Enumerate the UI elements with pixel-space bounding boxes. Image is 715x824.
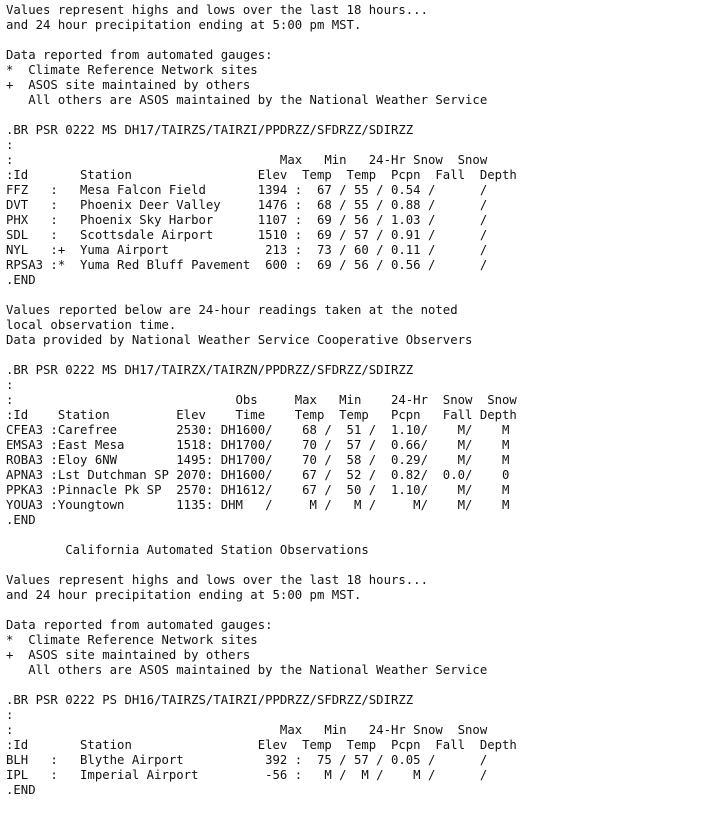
text-line: : [6, 138, 14, 152]
text-line: :Id Station Elev Time Temp Temp Pcpn Fall Depth [6, 408, 517, 422]
text-line: California Automated Station Observations [6, 543, 369, 557]
text-line: Data reported from automated gauges: [6, 48, 273, 62]
text-line: Data provided by National Weather Service Cooperative Observers [6, 333, 473, 347]
text-line [6, 528, 715, 543]
text-line: * Climate Reference Network sites [6, 63, 258, 77]
text-line: YOUA3 :Youngtown 1135: DHM / M / M / M/ M/ M [6, 498, 510, 512]
text-line: : [6, 378, 14, 392]
text-line: :Id Station Elev Temp Temp Pcpn Fall Depth [6, 738, 517, 752]
text-line: Values represent highs and lows over the last 18 hours... [6, 573, 428, 587]
text-line: Values reported below are 24-hour readings taken at the noted [6, 303, 458, 317]
text-line: RPSA3 :* Yuma Red Bluff Pavement 600 : 69 / 56 / 0.56 / / [6, 258, 488, 272]
text-line: * Climate Reference Network sites [6, 633, 258, 647]
text-line: : Obs Max Min 24-Hr Snow Snow [6, 393, 517, 407]
text-line: .BR PSR 0222 PS DH16/TAIRZS/TAIRZI/PPDRZZ/SFDRZZ/SDIRZZ [6, 693, 414, 707]
text-line: SDL : Scottsdale Airport 1510 : 69 / 57 / 0.91 / / [6, 228, 488, 242]
text-line: DVT : Phoenix Deer Valley 1476 : 68 / 55 / 0.88 / / [6, 198, 488, 212]
text-line: All others are ASOS maintained by the National Weather Service [6, 663, 488, 677]
text-line: FFZ : Mesa Falcon Field 1394 : 67 / 55 / 0.54 / / [6, 183, 488, 197]
text-line: .END [6, 273, 36, 287]
text-line [6, 558, 715, 573]
text-line [6, 33, 715, 48]
text-line [6, 348, 715, 363]
text-line: PPKA3 :Pinnacle Pk SP 2570: DH1612/ 67 / 50 / 1.10/ M/ M [6, 483, 510, 497]
text-line [6, 678, 715, 693]
text-line [6, 108, 715, 123]
text-line: EMSA3 :East Mesa 1518: DH1700/ 70 / 57 / 0.66/ M/ M [6, 438, 510, 452]
text-line: PHX : Phoenix Sky Harbor 1107 : 69 / 56 / 1.03 / / [6, 213, 488, 227]
text-line: .END [6, 513, 36, 527]
text-line: ROBA3 :Eloy 6NW 1495: DH1700/ 70 / 58 / 0.29/ M/ M [6, 453, 510, 467]
text-line: and 24 hour precipitation ending at 5:00 pm MST. [6, 588, 362, 602]
text-line: : Max Min 24-Hr Snow Snow [6, 723, 488, 737]
text-line: local observation time. [6, 318, 177, 332]
text-line: : [6, 708, 14, 722]
text-line: IPL : Imperial Airport -56 : M / M / M / / [6, 768, 488, 782]
text-line: .END [6, 783, 36, 797]
text-line: All others are ASOS maintained by the National Weather Service [6, 93, 488, 107]
text-line: .BR PSR 0222 MS DH17/TAIRZX/TAIRZN/PPDRZZ/SFDRZZ/SDIRZZ [6, 363, 414, 377]
text-line: + ASOS site maintained by others [6, 648, 251, 662]
text-line [6, 288, 715, 303]
text-line: :Id Station Elev Temp Temp Pcpn Fall Depth [6, 168, 517, 182]
text-line: APNA3 :Lst Dutchman SP 2070: DH1600/ 67 / 52 / 0.82/ 0.0/ 0 [6, 468, 510, 482]
text-line: CFEA3 :Carefree 2530: DH1600/ 68 / 51 / 1.10/ M/ M [6, 423, 510, 437]
text-line: Values represent highs and lows over the last 18 hours... [6, 3, 428, 17]
text-line: .BR PSR 0222 MS DH17/TAIRZS/TAIRZI/PPDRZZ/SFDRZZ/SDIRZZ [6, 123, 414, 137]
text-line: Data reported from automated gauges: [6, 618, 273, 632]
text-line: + ASOS site maintained by others [6, 78, 251, 92]
text-line: NYL :+ Yuma Airport 213 : 73 / 60 / 0.11 / / [6, 243, 488, 257]
text-line: : Max Min 24-Hr Snow Snow [6, 153, 488, 167]
text-line: BLH : Blythe Airport 392 : 75 / 57 / 0.05 / / [6, 753, 488, 767]
text-line: and 24 hour precipitation ending at 5:00 pm MST. [6, 18, 362, 32]
text-line [6, 603, 715, 618]
